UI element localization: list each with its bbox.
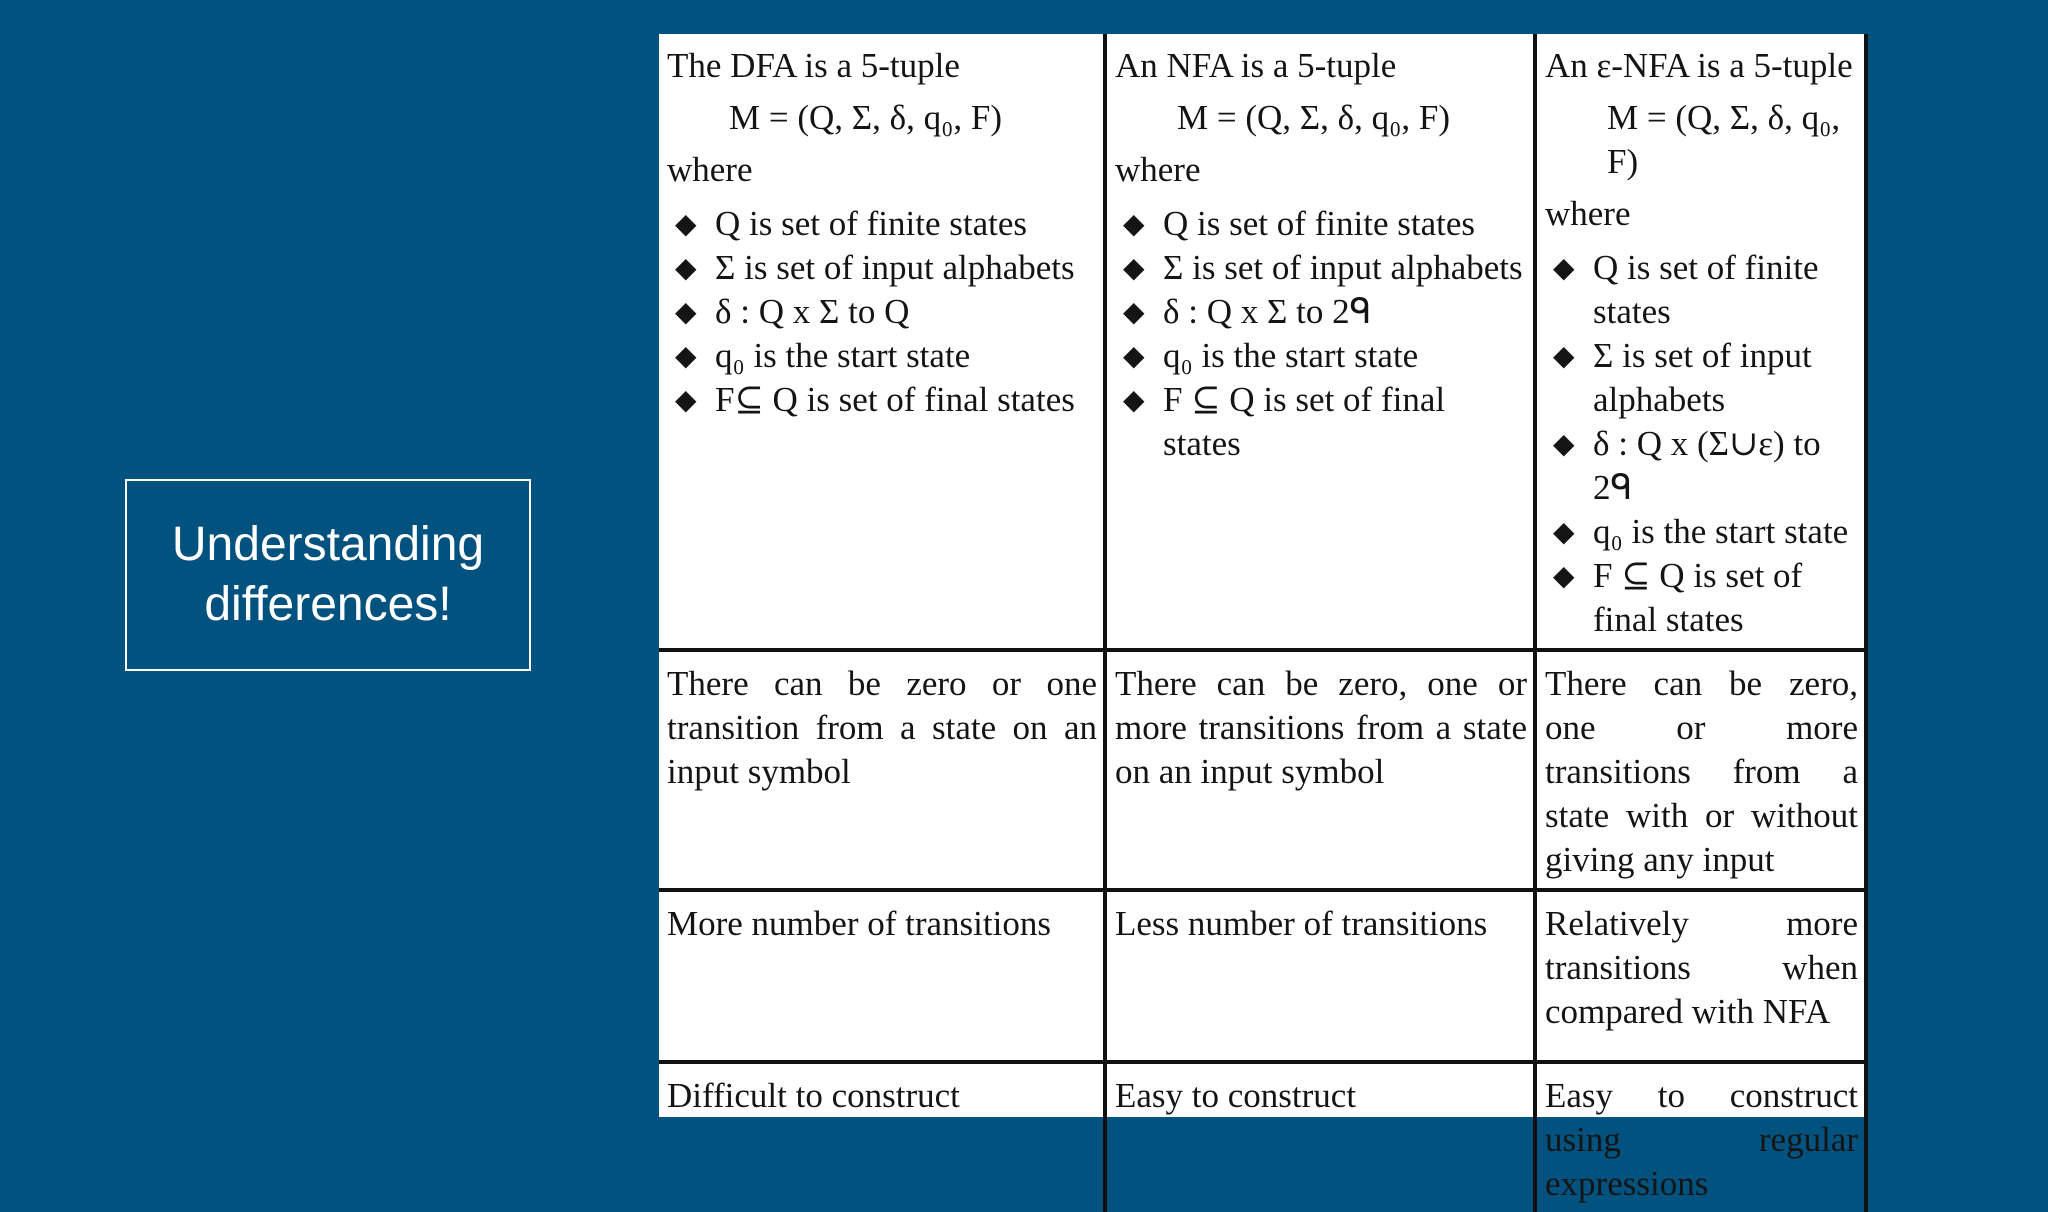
dfa-count-cell: More number of transitions: [659, 890, 1105, 1062]
dfa-construct-cell: Difficult to construct: [659, 1062, 1105, 1212]
nfa-tuple: M = (Q, Σ, δ, q₀, F): [1177, 98, 1450, 137]
diamond-bullet-icon: ◆: [675, 383, 697, 416]
dfa-transitions-cell: There can be zero or one transition from a state on an input symbol: [659, 650, 1105, 890]
diamond-bullet-icon: ◆: [1553, 559, 1575, 592]
diamond-bullet-icon: ◆: [675, 251, 697, 284]
enfa-tuple: M = (Q, Σ, δ, q₀, F): [1607, 98, 1841, 181]
nfa-definition-list: [1115, 202, 1527, 466]
nfa-count-cell: Less number of transitions: [1105, 890, 1535, 1062]
diamond-bullet-icon: ◆: [1553, 515, 1575, 548]
table-row-transition-count: [659, 890, 1866, 1062]
dfa-definition-cell: [659, 34, 1105, 650]
list-item: ◆ q₀ is the start state: [675, 336, 971, 375]
list-item: ◆ δ : Q x Σ to 2ᑫ: [1123, 292, 1372, 331]
enfa-definition-cell: [1535, 34, 1866, 650]
nfa-definition-cell: [1105, 34, 1535, 650]
list-item: ◆ δ : Q x Σ to Q: [675, 292, 910, 331]
title-line-1: Understanding: [171, 518, 485, 571]
list-item: ◆ F ⊆ Q is set of final states: [1123, 380, 1446, 463]
list-item: ◆ Σ is set of input alphabets: [1123, 248, 1523, 287]
diamond-bullet-icon: ◆: [1123, 339, 1145, 372]
list-item: ◆ q₀ is the start state: [1553, 512, 1849, 551]
dfa-definition-list: [667, 202, 1097, 422]
list-item: ◆ Q is set of finite states: [675, 204, 1028, 243]
enfa-intro: An ε-NFA is a 5-tuple: [1545, 46, 1853, 85]
nfa-transitions-cell: There can be zero, one or more transitions from a state on an input symbol: [1105, 650, 1535, 890]
list-item: ◆ Q is set of finite states: [1553, 248, 1819, 331]
dfa-intro: The DFA is a 5-tuple: [667, 46, 960, 85]
diamond-bullet-icon: ◆: [1123, 383, 1145, 416]
list-item: ◆ F ⊆ Q is set of final states: [1553, 556, 1803, 639]
table-row-transitions: [659, 650, 1866, 890]
dfa-where: where: [667, 150, 753, 189]
list-item: ◆ Σ is set of input alphabets: [1553, 336, 1812, 419]
nfa-construct-cell: Easy to construct: [1105, 1062, 1535, 1212]
list-item: ◆ q₀ is the start state: [1123, 336, 1419, 375]
diamond-bullet-icon: ◆: [1123, 295, 1145, 328]
list-item: ◆ Q is set of finite states: [1123, 204, 1476, 243]
diamond-bullet-icon: ◆: [675, 339, 697, 372]
enfa-definition-list: [1545, 246, 1858, 642]
diamond-bullet-icon: ◆: [675, 295, 697, 328]
dfa-tuple: M = (Q, Σ, δ, q₀, F): [729, 98, 1002, 137]
list-item: ◆ Σ is set of input alphabets: [675, 248, 1075, 287]
title-box: [125, 479, 531, 671]
nfa-where: where: [1115, 150, 1201, 189]
list-item: ◆ δ : Q x (Σ∪ε) to 2ᑫ: [1553, 424, 1821, 507]
enfa-construct-cell: Easy to construct using regular expressions: [1535, 1062, 1866, 1212]
diamond-bullet-icon: ◆: [675, 207, 697, 240]
comparison-table-image: [659, 34, 1868, 1203]
comparison-table: [659, 34, 1868, 1212]
table-row-definition: [659, 34, 1866, 650]
nfa-intro: An NFA is a 5-tuple: [1115, 46, 1397, 85]
diamond-bullet-icon: ◆: [1123, 251, 1145, 284]
enfa-transitions-cell: There can be zero, one or more transitions from a state with or without giving any input: [1535, 650, 1866, 890]
diamond-bullet-icon: ◆: [1553, 339, 1575, 372]
list-item: ◆ F⊆ Q is set of final states: [675, 380, 1075, 419]
diamond-bullet-icon: ◆: [1553, 427, 1575, 460]
enfa-count-cell: Relatively more transitions when compared with NFA: [1535, 890, 1866, 1062]
title-line-2: differences!: [204, 578, 452, 631]
diamond-bullet-icon: ◆: [1553, 251, 1575, 284]
diamond-bullet-icon: ◆: [1123, 207, 1145, 240]
enfa-where: where: [1545, 194, 1631, 233]
table-row-construction: [659, 1062, 1866, 1212]
